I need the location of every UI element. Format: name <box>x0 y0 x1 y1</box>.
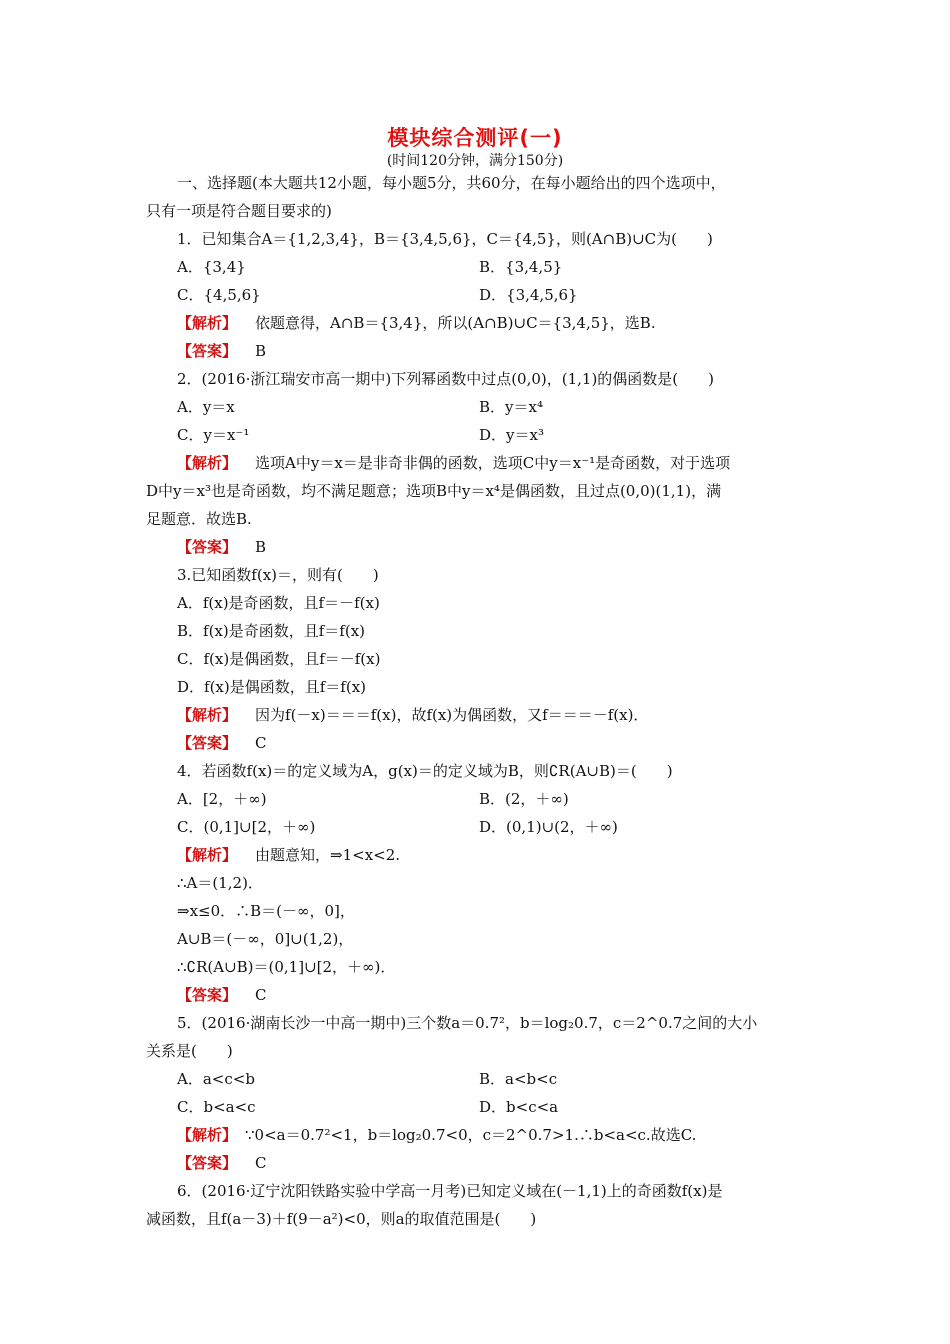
q5-option-b: B．a<b<c <box>479 1070 558 1088</box>
q2-answer-text: B <box>255 538 267 556</box>
q4-step1: ∴A＝(1,2)． <box>177 874 263 892</box>
q4-option-a: A．[2，＋∞) <box>177 790 267 808</box>
q5-analysis <box>177 1125 696 1145</box>
q5-option-c: C．b<a<c <box>177 1098 256 1116</box>
q5-option-d: D．b<c<a <box>479 1098 559 1116</box>
q1-analysis-text: 依题意得，A∩B＝{3,4}，所以(A∩B)∪C＝{3,4,5}，选B. <box>255 314 656 332</box>
q1-option-b: B．{3,4,5} <box>479 258 563 276</box>
q4-step3: A∪B＝(－∞，0]∪(1,2)， <box>177 930 354 948</box>
answer-label: 【答案】 <box>177 986 238 1004</box>
q5-answer-text: C <box>255 1154 267 1172</box>
section-heading-line2: 只有一项是符合题目要求的) <box>146 202 332 220</box>
q3-analysis-text: 因为f(－x)＝＝＝f(x)，故f(x)为偶函数，又f＝＝＝－f(x)． <box>255 706 649 724</box>
q3-stem: 3.已知函数f(x)＝，则有( ) <box>177 566 379 584</box>
q4-stem: 4．若函数f(x)＝的定义域为A，g(x)＝的定义域为B，则∁R(A∪B)＝( ) <box>177 762 673 780</box>
q2-analysis-line2: D中y＝x³也是奇函数，均不满足题意；选项B中y＝x⁴是偶函数，且过点(0,0)(1,1)，满 <box>146 482 722 500</box>
q1-option-a: A．{3,4} <box>177 258 246 276</box>
q1-stem: 1．已知集合A＝{1,2,3,4}，B＝{3,4,5,6}，C＝{4,5}，则(A∩B)∪C为( ) <box>177 230 713 248</box>
q5-answer <box>177 1153 267 1173</box>
q2-option-d: D．y＝x³ <box>479 426 544 444</box>
answer-label: 【答案】 <box>177 1154 238 1172</box>
page-title: 模块综合测评(一) <box>387 126 563 150</box>
q3-option-a: A．f(x)是奇函数，且f＝－f(x) <box>177 594 380 612</box>
q2-option-b: B．y＝x⁴ <box>479 398 543 416</box>
q2-analysis-text: 选项A中y＝x＝是非奇非偶的函数，选项C中y＝x⁻¹是奇函数，对于选项 <box>255 454 731 472</box>
q1-option-d: D．{3,4,5,6} <box>479 286 578 304</box>
q4-answer <box>177 985 267 1005</box>
q6-stem-line2: 减函数，且f(a－3)＋f(9－a²)<0，则a的取值范围是( ) <box>146 1210 537 1228</box>
q1-option-c: C．{4,5,6} <box>177 286 261 304</box>
q3-option-b: B．f(x)是奇函数，且f＝f(x) <box>177 622 366 640</box>
q4-analysis-text: 由题意知，⇒1<x<2. <box>255 846 401 864</box>
q3-answer <box>177 733 267 753</box>
q3-analysis <box>177 705 648 725</box>
analysis-label: 【解析】 <box>177 454 238 472</box>
q1-answer <box>177 341 266 361</box>
q5-analysis-text: ∵0<a＝0.7²<1，b＝log₂0.7<0，c＝2^0.7>1.∴b<a<c.故选C. <box>245 1126 697 1144</box>
page-subtitle: (时间120分钟，满分150分) <box>386 153 564 169</box>
section-heading-line1: 一、选择题(本大题共12小题，每小题5分，共60分，在每小题给出的四个选项中， <box>177 174 726 192</box>
q2-analysis-line3: 足题意．故选B. <box>146 510 252 528</box>
q2-answer <box>177 537 266 557</box>
answer-label: 【答案】 <box>177 538 238 556</box>
q2-analysis <box>177 453 730 473</box>
q6-stem: 6．(2016·辽宁沈阳铁路实验中学高一月考)已知定义域在(－1,1)上的奇函数f(x)是 <box>177 1182 723 1200</box>
q1-answer-text: B <box>255 342 267 360</box>
q5-stem-line2: 关系是( ) <box>146 1042 233 1060</box>
q4-option-c: C．(0,1]∪[2，＋∞) <box>177 818 316 836</box>
q2-option-c: C．y＝x⁻¹ <box>177 426 250 444</box>
q4-step4: ∴∁R(A∪B)＝(0,1]∪[2，＋∞)． <box>177 958 396 976</box>
answer-label: 【答案】 <box>177 734 238 752</box>
q3-option-c: C．f(x)是偶函数，且f＝－f(x) <box>177 650 381 668</box>
q4-option-d: D．(0,1)∪(2，＋∞) <box>479 818 618 836</box>
q4-option-b: B．(2，＋∞) <box>479 790 569 808</box>
q4-step2: ⇒x≤0．∴B＝(－∞，0]， <box>177 902 355 920</box>
analysis-label: 【解析】 <box>177 1126 238 1144</box>
q3-answer-text: C <box>255 734 267 752</box>
analysis-label: 【解析】 <box>177 706 238 724</box>
q2-stem: 2．(2016·浙江瑞安市高一期中)下列幂函数中过点(0,0)，(1,1)的偶函数是( ) <box>177 370 715 388</box>
q2-option-a: A．y＝x <box>177 398 235 416</box>
q3-option-d: D．f(x)是偶函数，且f＝f(x) <box>177 678 367 696</box>
q4-analysis <box>177 845 400 865</box>
q1-analysis <box>177 313 656 333</box>
analysis-label: 【解析】 <box>177 846 238 864</box>
analysis-label: 【解析】 <box>177 314 238 332</box>
q4-answer-text: C <box>255 986 267 1004</box>
q5-option-a: A．a<c<b <box>177 1070 255 1088</box>
q5-stem: 5．(2016·湖南长沙一中高一期中)三个数a＝0.7²，b＝log₂0.7，c＝2^0.7之间的大小 <box>177 1014 758 1032</box>
answer-label: 【答案】 <box>177 342 238 360</box>
